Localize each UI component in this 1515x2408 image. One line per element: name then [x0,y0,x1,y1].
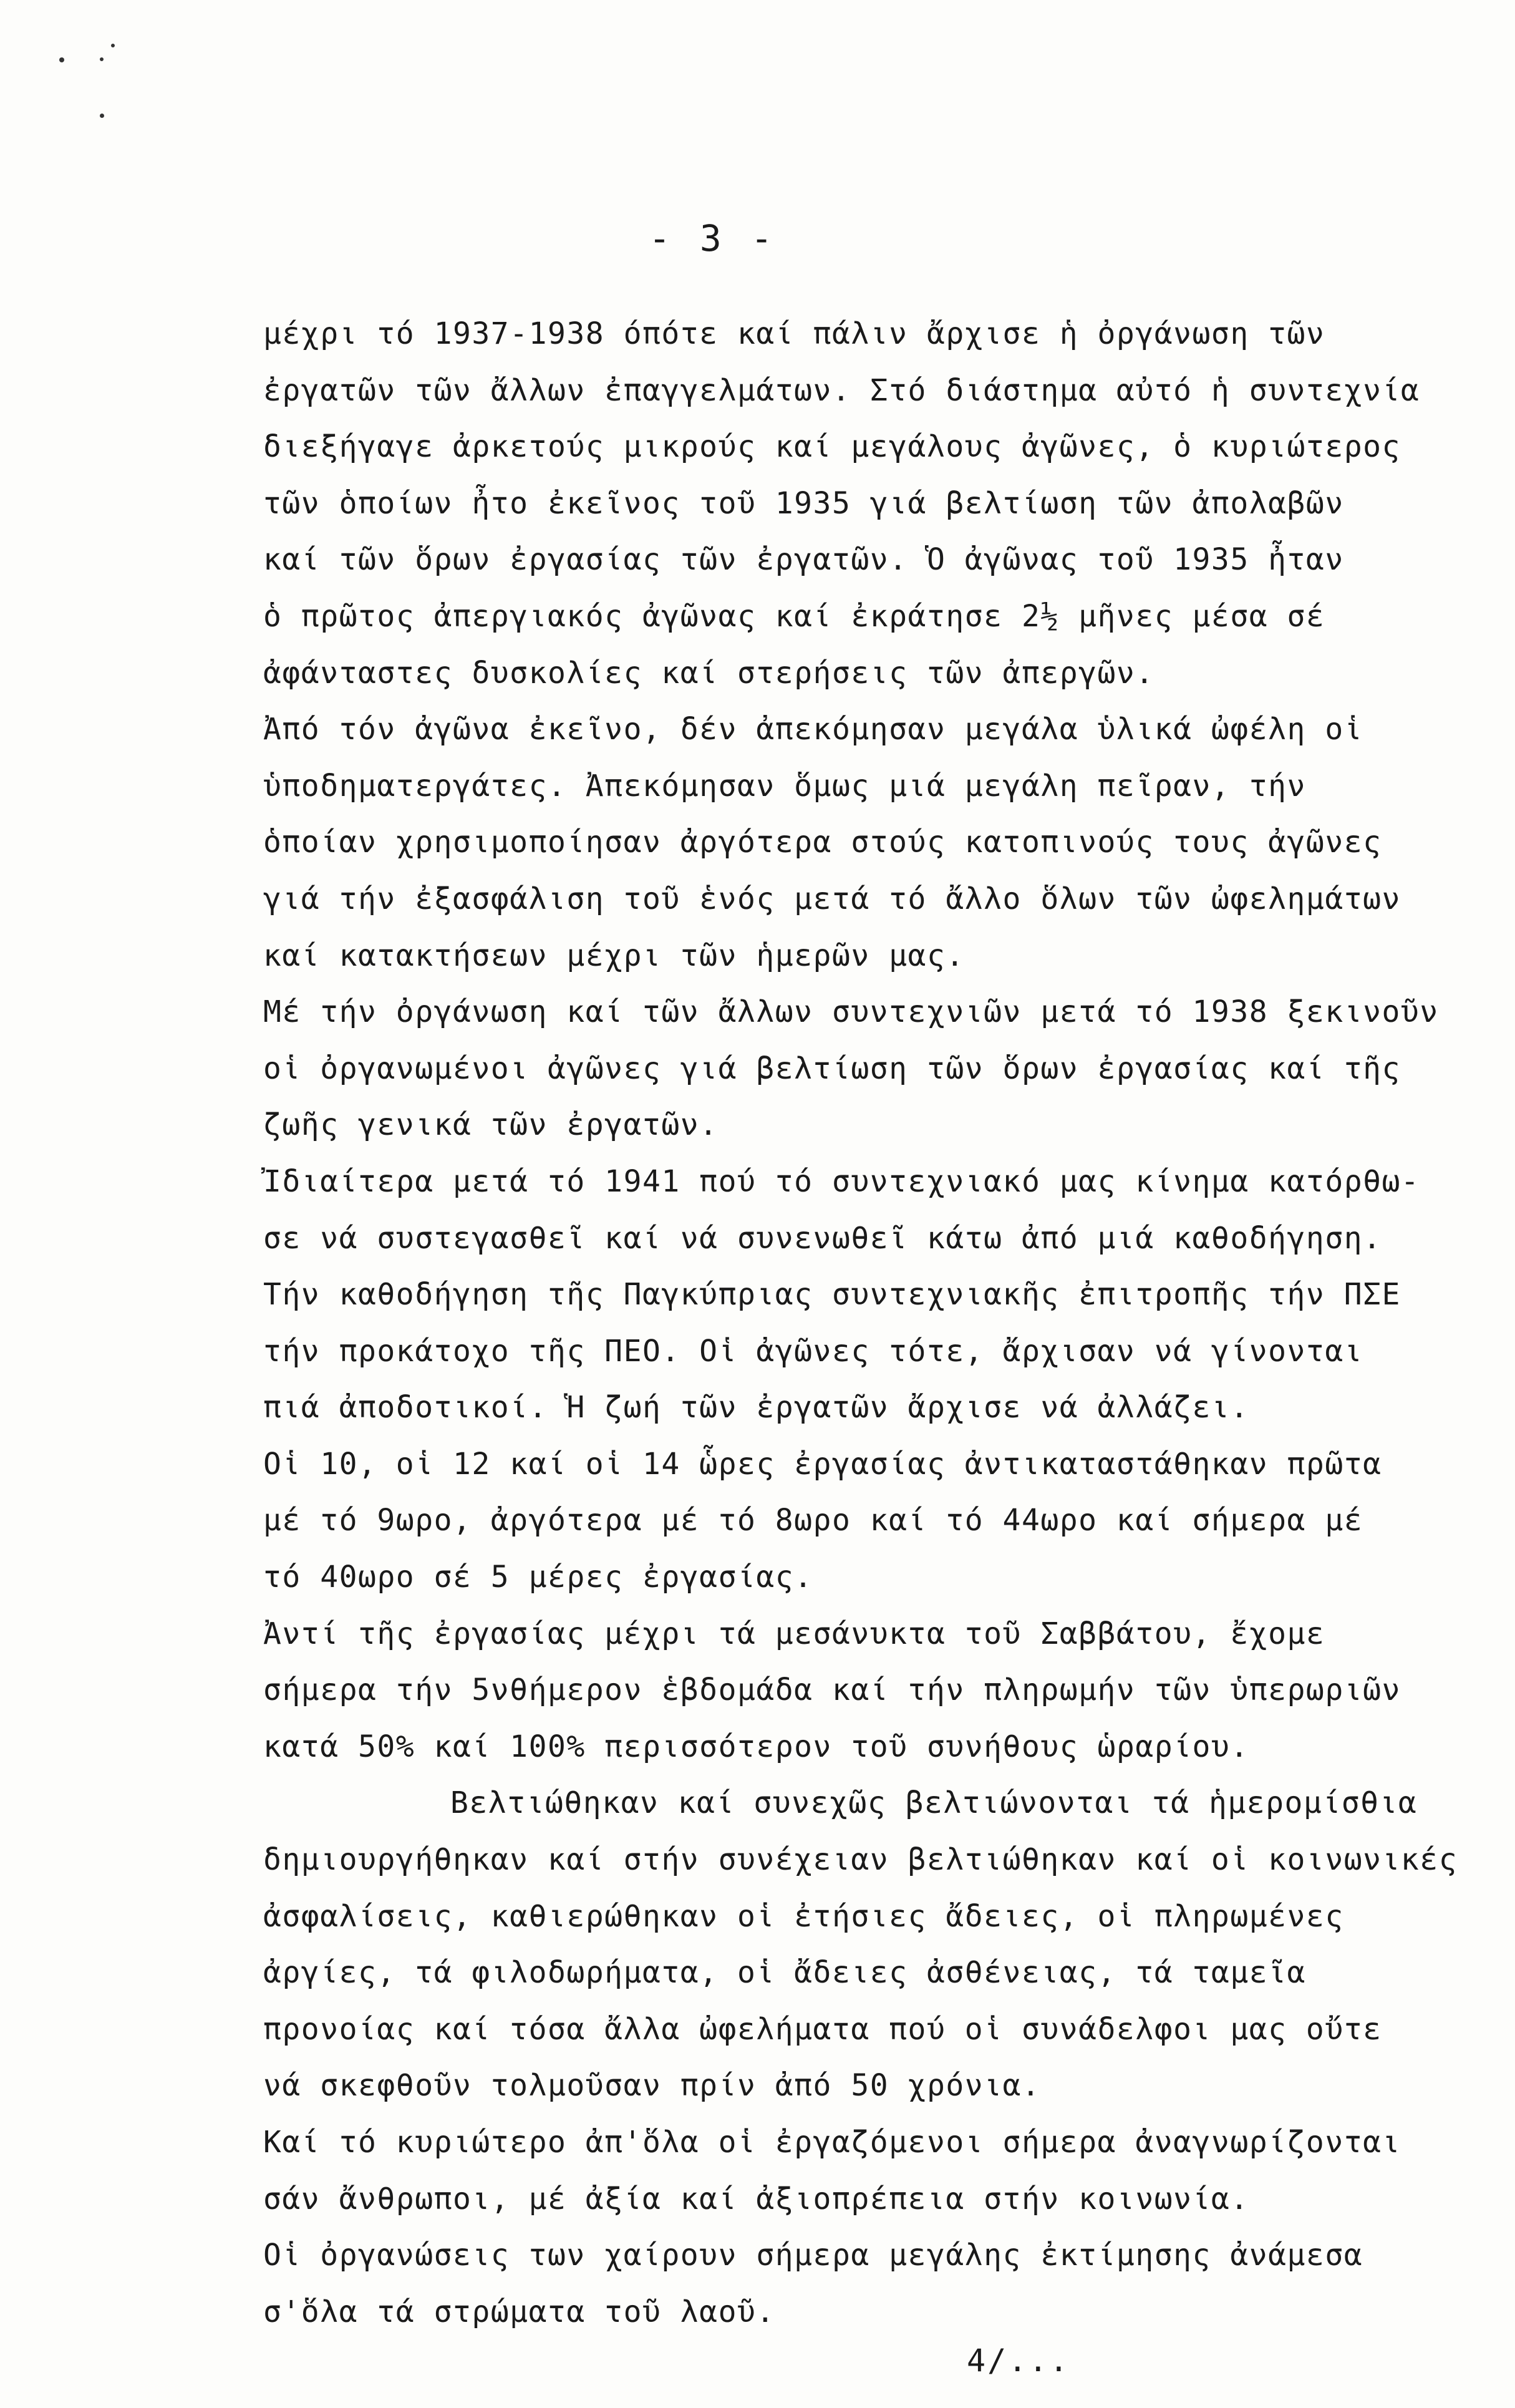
body-text [263,306,1458,2340]
text-line: μέ τό 9ωρο, ἀργότερα μέ τό 8ωρο καί τό 44ωρο καί σήμερα μέ [263,1503,1363,1538]
text-line: καί τῶν ὅρων ἐργασίας τῶν ἐργατῶν. Ὁ ἀγῶνας τοῦ 1935 ἦταν [263,542,1344,578]
text-line: προνοίας καί τόσα ἄλλα ὠφελήματα πού οἱ συνάδελφοι μας οὔτε [263,2011,1382,2047]
text-line: σήμερα τήν 5νθήμερον ἑβδομάδα καί τήν πληρωμήν τῶν ὑπερωριῶν [263,1672,1401,1708]
text-line: Μέ τήν ὀργάνωση καί τῶν ἄλλων συντεχνιῶν μετά τό 1938 ξεκινοῦν [263,994,1439,1030]
text-line: ὁποίαν χρησιμοποίησαν ἀργότερα στούς κατοπινούς τους ἀγῶνες [263,825,1382,860]
text-line: ἀσφαλίσεις, καθιερώθηκαν οἱ ἐτήσιες ἄδειες, οἱ πληρωμένες [263,1898,1344,1934]
text-line: ζωῆς γενικά τῶν ἐργατῶν. [263,1107,719,1143]
text-line: σάν ἄνθρωποι, μέ ἀξία καί ἀξιοπρέπεια στήν κοινωνία. [263,2181,1249,2216]
text-line: ἐργατῶν τῶν ἄλλων ἐπαγγελμάτων. Στό διάστημα αὐτό ἡ συντεχνία [263,372,1420,408]
text-line: διεξήγαγε ἀρκετούς μικρούς καί μεγάλους ἀγῶνες, ὁ κυριώτερος [263,429,1401,465]
text-line-indented: Βελτιώθηκαν καί συνεχῶς βελτιώνονται τά ἡμερομίσθια [450,1785,1418,1821]
text-line: ὑποδηματεργάτες. Ἀπεκόμησαν ὅμως μιά μεγάλη πεῖραν, τήν [263,768,1306,803]
text-line: Ἰδιαίτερα μετά τό 1941 πού τό συντεχνιακό μας κίνημα κατόρθω- [263,1163,1420,1199]
text-line: καί κατακτήσεων μέχρι τῶν ἡμερῶν μας. [263,938,965,973]
text-line: γιά τήν ἐξασφάλιση τοῦ ἑνός μετά τό ἄλλο ὅλων τῶν ὠφελημάτων [263,881,1401,916]
text-line: τῶν ὁποίων ἦτο ἐκεῖνος τοῦ 1935 γιά βελτίωση τῶν ἀπολαβῶν [263,485,1344,521]
scan-speck [59,57,64,62]
text-line: τό 40ωρο σέ 5 μέρες ἐργασίας. [263,1560,813,1595]
scan-speck [100,57,104,61]
text-line: ὁ πρῶτος ἀπεργιακός ἀγῶνας καί ἐκράτησε 2½ μῆνες μέσα σέ [263,598,1325,634]
text-line: νά σκεφθοῦν τολμοῦσαν πρίν ἀπό 50 χρόνια. [263,2068,1041,2104]
text-line: οἱ ὀργανωμένοι ἀγῶνες γιά βελτίωση τῶν ὅρων ἐργασίας καί τῆς [263,1051,1401,1086]
text-line: Τήν καθοδήγηση τῆς Παγκύπριας συντεχνιακῆς ἐπιτροπῆς τήν ΠΣΕ [263,1277,1401,1313]
text-line: σε νά συστεγασθεῖ καί νά συνενωθεῖ κάτω ἀπό μιά καθοδήγηση. [263,1220,1382,1256]
text-line: τήν προκάτοχο τῆς ΠΕΟ. Οἱ ἀγῶνες τότε, ἄρχισαν νά γίνονται [263,1333,1363,1369]
text-line: Καί τό κυριώτερο ἀπ'ὅλα οἱ ἐργαζόμενοι σήμερα ἀναγνωρίζονται [263,2125,1401,2160]
text-line: πιά ἀποδοτικοί. Ἡ ζωή τῶν ἐργατῶν ἄρχισε νά ἀλλάζει. [263,1390,1249,1425]
page-number: - 3 - [649,217,777,260]
text-line: Οἱ ὀργανώσεις των χαίρουν σήμερα μεγάλης ἐκτίμησης ἀνάμεσα [263,2238,1363,2273]
text-line: ἀφάνταστες δυσκολίες καί στερήσεις τῶν ἀπεργῶν. [263,655,1154,691]
continuation-marker: 4/... [967,2342,1070,2379]
text-line: κατά 50% καί 100% περισσότερον τοῦ συνήθους ὡραρίου. [263,1729,1249,1764]
text-line: μέχρι τό 1937-1938 όπότε καί πάλιν ἄρχισε ἡ ὀργάνωση τῶν [263,316,1325,351]
text-line: ἀργίες, τά φιλοδωρήματα, οἱ ἄδειες ἀσθένειας, τά ταμεῖα [263,1955,1306,1991]
text-line: Ἀντί τῆς ἐργασίας μέχρι τά μεσάνυκτα τοῦ Σαββάτου, ἔχομε [263,1616,1325,1651]
scan-speck [100,114,104,118]
scan-speck [111,44,115,47]
text-line: Οἱ 10, οἱ 12 καί οἱ 14 ὧρες ἐργασίας ἀντικαταστάθηκαν πρῶτα [263,1446,1382,1482]
text-line: δημιουργήθηκαν καί στήν συνέχειαν βελτιώθηκαν καί οἱ κοινωνικές [263,1842,1458,1878]
text-line: Ἀπό τόν ἀγῶνα ἐκεῖνο, δέν ἀπεκόμησαν μεγάλα ὑλικά ὠφέλη οἱ [263,712,1363,747]
text-line: σ'ὅλα τά στρώματα τοῦ λαοῦ. [263,2294,775,2329]
